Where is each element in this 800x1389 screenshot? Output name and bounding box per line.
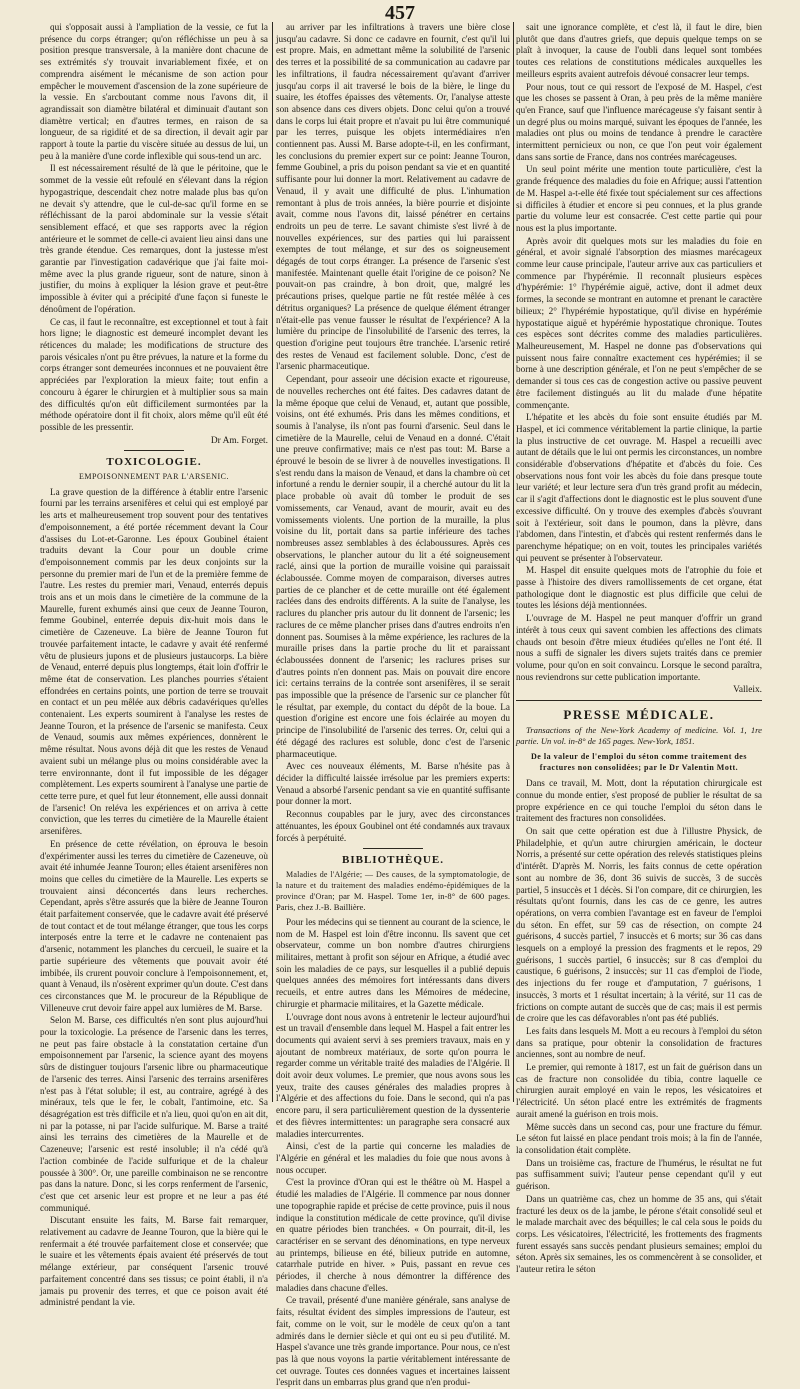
paragraph: Selon M. Barse, ces difficultés n'en sont plus aujourd'hui pour la toxicologie. La présence de l'arsenic dans les terres, ne peut pas faire obstacle à la constatation certaine d'un empoisonnement par l'arsenic, la science ayant des moyens sûrs de distinguer toujours l'arsenic libre ou pharmaceutique de l'arsenic des terres. Ainsi l'arsenic des terrains arsenifères n'est pas à l'état soluble; il est, au contraire, agrégé à des minéraux, tels que le fer, le cobalt, l'antimoine, etc. Sa désagrégation est très difficile et n'a lieu, quoi qu'on en ait dit, ni par la potasse, ni par l'acide sulfurique. M. Barse a traité ainsi les terrains des cimetières de la Maurelle et de Cazeneuve; l'arsenic est resté insoluble; il n'a cédé qu'à l'action combinée de l'acide sulfurique et de la chaleur poussée à 300°. Or, une pareille combinaison ne se rencontre pas dans la nature. Donc, si les corps renferment de l'arsenic, c'est que cet arsenic leur est propre et ne leur a pas été communiqué. [40,1015,268,1213]
divider [124,450,184,451]
section-title-toxicologie: TOXICOLOGIE. [106,456,202,469]
paragraph: Ce travail, présenté d'une manière générale, sans analyse de faits, résultat évident des simples impressions de l'auteur, est fait, comme on le voit, sur le modèle de ceux qu'on a tant admirés dans le dernier siècle et qui ont eu si peu d'utilité. M. Haspel s'avance une très grande importance. Pour nous, ce n'est pas là que nous voyons la partie véritablement intéressante de cet ouvrage. Toutes ces données vagues et incertaines laissent l'esprit dans un embarras plus grand que n'en produi- [276,1295,510,1388]
paragraph: Dans un quatrième cas, chez un homme de 35 ans, qui s'était fracturé les deux os de la jambe, le pérone s'était consolidé seul et le malade marchait avec des béquilles; le cal cela sous le poids du corps. Les vésicatoires, l'électricité, les frottements des fragments furent essayés sans succès pendant plusieurs semaines; emploi du séton. Après six semaines, les os commencèrent à se consolider, et l'auteur retira le séton [516,1193,762,1275]
paragraph: Le premier, qui remonte à 1817, est un fait de guérison dans un cas de fracture non consolidée du tibia, contre laquelle ce chirurgien aurait employé en vain le repos, les vésicatoires et l'électricité. Un séton placé entre les extrémités de fragments aurait amené la guérison en trois mois. [516,1062,762,1119]
paragraph: L'hépatite et les abcès du foie sont ensuite étudiés par M. Haspel, et ici commence véritablement la partie clinique, la partie la plus instructive de cet ouvrage. M. Haspel a recueilli avec autant de détails que le lui ont permis les circonstances, un nombre considérable d'observations d'hépatite et d'abcès du foie. Ces observations nous font voir les abcès du foie dans presque toute leur variété; et leur lecture sera d'un très grand profit au médecin, car il s'agit d'affections dont le diagnostic est le plus souvent d'une excessive difficulté. On y trouve des exemples d'abcès s'ouvrant soit à l'extérieur, soit dans le poumon, dans la plèvre, dans l'abdomen, dans l'intestin, et d'abcès qui restent renfermés dans le parenchyme hépatique; on en voit, toutes les principales variétés qui peuvent se présenter à l'observateur. [516,412,762,563]
divider [363,848,423,849]
paragraph: Cependant, pour asseoir une décision exacte et rigoureuse, de nouvelles recherches ont été faites. Des cadavres datant de la même époque que celui de Venaud, et, autant que possible, voisins, ont été exhumés. Pris dans les mêmes conditions, et soumis à l'analyse, ils n'ont pas fourni d'arsenic. Seul dans le cimetière de la Maurelle, celui de Venaud en a donné. C'était une preuve confirmative; mais ce n'est pas tout: M. Barse a éprouvé le besoin de se livrer à de nouvelles investigations. Il s'est rendu dans la maison de Venaud, et dans la chambre où cet infortuné a rendu le dernier soupir, il a cherché autour du lit la place probable où avait dû tomber le produit de ses vomissements, car Venaud, avant de mourir, avait eu des vomissements violents. Une portion de la muraille, la plus voisine du lit, portait dans sa partie inférieure des taches nombreuses assez semblables à des éclaboussures. Après ces observations, le plancher autour du lit a été soigneusement raclé, ainsi que la portion de muraille voisine qui paraissait éclaboussée. Comme moyen de comparaison, diverses autres parties de ce plancher et de cette muraille ont été également raclées dans des endroits différents. A la suite de l'analyse, les raclures du plancher pris autour du lit donnent de l'arsenic; les raclures de ce même plancher prises dans d'autres endroits n'en donnent pas. Soumises à la même expérience, les raclures de la muraille prises dans la partie proche du lit et paraissant éclaboussées donnent de l'arsenic; les raclures prises sur d'autres points n'en donnent pas. Mais on pouvait dire encore ici: certains terrains de la contrée sont arsenifères, il se serait pas impossible que la présence de l'arsenic sur ce plancher fût le résultat, par exemple, du contact du dépôt de la boue. La question d'origine est encore une fois éclairée au moyen du principe de l'insolubilité de l'arsenic des terres. Or, celui qui a été dégagé des raclures est soluble, donc c'est de l'arsenic pharmaceutique. [276,374,510,759]
paragraph: Ce cas, il faut le reconnaître, est exceptionnel et tout à fait hors ligne; le diagnostic est demeuré incomplet devant les réticences du malade; les modifications de structure des parois vésicales n'ont pu être prévues, la nature et la forme du corps étranger sont demeurées inconnues et ne pouvaient être appréciées par l'exploration la mieux faite; tout enfin a concouru à égarer le chirurgien et à multiplier sous sa main des difficultés qu'on eût difficilement surmontées par la méthode opératoire dont il fit choix, alors même qu'il eût été possible de les pressentir. [40,316,268,432]
paragraph: M. Haspel dit ensuite quelques mots de l'atrophie du foie et passe à l'histoire des divers ramollissements de cet organe, état pathologique dont le diagnostic est plus difficile que celui de toutes les lésions déjà mentionnées. [516,565,762,611]
journal-reference: Transactions of the New-York Academy of medicine. Vol. 1, 1re partie. Un vol. in-8° de 165 pages. New-York, 1851. [516,724,762,746]
paragraph: Les faits dans lesquels M. Mott a eu recours à l'emploi du séton dans sa pratique, pour obtenir la consolidation de fractures anciennes, sont au nombre de neuf. [516,1025,762,1060]
paragraph: Pour nous, tout ce qui ressort de l'exposé de M. Haspel, c'est que les choses se passent à Oran, à peu près de la même manière qu'en France, sauf que l'influence marécageuse s'y faisant sentir à un degré plus ou moins marqué, suivant les époques de l'année, les maladies ont plus ou moins de tendance à prendre le caractère intermittent pernicieux ou non, ce que l'on peut voir également dans sans sortie de France, dans nos contrées marécageuses. [516,81,762,162]
author-signature: Dr Am. Forget. [210,435,268,446]
column-rule-2 [513,22,514,1102]
book-title: Maladies de l'Algérie; — Des causes, de la symptomatologie, de la nature et du traitement des maladies endémo-épidémiques de la province d'Oran; [276,869,510,901]
divider [516,700,762,701]
paragraph: L'ouvrage dont nous avons à entretenir le lecteur aujourd'hui est un travail d'ensemble dans lequel M. Haspel a fait entrer les documents qui avaient servi à ses premiers travaux, mais en y ajoutant de nombreux matériaux, de sorte qu'on pourra le regarder comme un véritable traité des maladies de l'Algérie. Il doit avoir deux volumes. Le premier, que nous avons sous les yeux, traite des causes générales des maladies propres à l'Algérie et des affections du foie. Dans le second, qui n'a pas encore paru, il sera particulièrement question de la dyssenterie et des fièvres intermittentes: un paragraphe sera consacré aux maladies intercurrentes. [276,1011,510,1139]
book-reference [276,869,510,913]
paragraph: au arriver par les infiltrations à travers une bière close jusqu'au cadavre. Si donc ce cadavre en fournit, c'est qu'il lui est propre. Mais, en admettant même la solubilité de l'arsenic des terres et la possibilité de sa communication au cadavre par les infiltrations, il faudra nécessairement qu'avant d'arriver jusqu'au corps il ait traversé le bois de la bière, le linge du suaire, les étoffes épaisses des vêtements. Or, l'analyse atteste son absence dans ces divers objets. Donc celui qu'on a trouvé dans le corps lui était propre et n'avait pu lui être communiqué par les terres, puisque les objets intermédiaires n'en contiennent pas. Aussi M. Barse adopte-t-il, en les confirmant, les conclusions du premier expert sur ce point: Jeanne Touron, femme Goubinel, a pris du poison pendant sa vie et en quantité suffisante pour lui donner la mort. Relativement au cadavre de Venaud, il y avait une difficulté de plus. L'inhumation remontant à plus de trois années, la bière pourrie et disjointe avait, comme nous l'avons dit, laissé pénétrer en certains endroits un peu de terre. Le savant chimiste s'est livré à de nouvelles expériences, sur des parties qui lui paraissent exemptes de tout mélange, et sur des os soigneusement dégagés de tout corps étranger. La présence de l'arsenic s'est manifestée. Maintenant quelle était l'origine de ce poison? Ne pouvait-on pas craindre, à bon droit, que, malgré les précautions prises, quelque partie ne fût restée mêlée à ces détritus organiques? La présence de quelque élément étranger n'était-elle pas venue fausser le résultat de l'expérience? A la lumière du principe de l'insolubilité de l'arsenic des terres, la question d'origine peut toujours être tranchée. L'arsenic retiré des restes de Venaud est facilement soluble. Donc, c'est de l'arsenic pharmaceutique. [276,22,510,372]
section-title-presse-medicale: PRESSE MÉDICALE. [563,707,715,723]
paragraph: Discutant ensuite les faits, M. Barse fait remarquer, relativement au cadavre de Jeanne Touron, que la bière qui le renfermait a été trouvée parfaitement close et conservée; que le suaire et les vêtements épais avaient été préservés de tout mélange extérieur, par conséquent l'arsenic trouvé parfaitement concentré dans ses tissus; ce point établi, il n'a jamais pu provenir des terres, et que ce poison avait été administré pendant la vie. [40,1215,268,1308]
paragraph: Ainsi, c'est de la partie qui concerne les maladies de l'Algérie en général et les maladies du foie que nous avons à nous occuper. [276,1141,510,1175]
paragraph: sait une ignorance complète, et c'est là, il faut le dire, bien plutôt que dans d'autres griefs, que depuis quelque temps on se plaît à invoquer, la cause de l'oubli dans lequel sont tombées toutes ces relations de constitutions médicales auxquelles les meilleurs esprits avaient autrefois dévoué consacrer leur temps. [516,22,762,79]
paragraph: Il est nécessairement résulté de là que le péritoine, que le sommet de la vessie eût refoulé en s'élevant dans la région hypogastrique, descendait chez notre malade plus bas qu'on ne devait s'y attendre, que le cul-de-sac qu'il forme en se réfléchissant de la paroi abdominale sur la vessie s'était sensiblement effacé, et que ses rapports avec la région antérieure et le sommet de celle-ci avaient lieu ainsi dans une très grande étendue. Ces remarques, dont la justesse m'est garantie par l'investigation cadavérique que j'ai faite moi-même avec la plus grande rigueur, sont de nature, sinon à justifier, du moins à expliquer la lésion grave et peut-être impossible à éviter qui a précipité d'une façon si funeste le dénoûment de l'opération. [40,163,268,314]
column-rule-1 [272,22,273,1102]
paragraph: qui s'opposait aussi à l'ampliation de la vessie, ce fut la présence du corps étranger; qu'on réfléchisse un peu à sa position presque transversale, à la manière dont chacune de ses extrémités s'y trouvait invariablement fixée, et on comprendra aisément le mécanisme de son action pour empêcher le mouvement d'ascension de la zone supérieure de la vessie. En s'arcboutant comme nous l'avons dit, il agrandissait son diamètre bilatéral et diminuait d'autant son diamètre vertical; en d'autres termes, en raison de sa longueur, de sa rigidité et de sa direction, il devait agir par rapport à toute la partie du viscère située au dessus de lui, un peu à la manière d'une corde inflexible qui sous-tend un arc. [40,22,268,161]
paragraph: Pour les médecins qui se tiennent au courant de la science, le nom de M. Haspel est loin d'être inconnu. Ils savent que cet observateur, comme un bon nombre d'autres chirurgiens militaires, mettant à profit son séjour en Afrique, a étudié avec soin les maladies de ce pays, sur lesquelles il a publié depuis quelques années des mémoires fort intéressants dans divers recueils, et entre autres dans les Mémoires de médecine, chirurgie et pharmacie militaires, et la Gazette médicale. [276,916,510,1009]
section-title-bibliotheque: BIBLIOTHÈQUE. [342,854,444,867]
paragraph: Après avoir dit quelques mots sur les maladies du foie en général, et avoir signalé l'absorption des miasmes marécageux comme leur cause principale, l'auteur arrive aux cas particuliers et commence par l'hypérémie. Il reconnaît plusieurs espèces d'hypérémie: 1° l'hypérémie aiguë, active, dont il admet deux formes, la seconde se montrant en automne et prenant le caractère bilieux; 2° l'hypérémie hypostatique, qu'il divise en hypérémie hypostatique aiguë et hypérémie hypostatique chronique. Toutes ces espèces sont décrites comme des maladies particulières. Malheureusement, M. Haspel ne donne pas d'observations qui puissent nous faire connaître exactement ces hypérémies; il se borne à une description générale, et l'on ne peut s'empêcher de se demander si tous ces cas de congestion active ou passive peuvent être facilement distingués au lit du malade d'une hépatite commençante. [516,235,762,410]
paragraph: Avec ces nouveaux éléments, M. Barse n'hésite pas à décider la difficulté laissée irrésolue par les premiers experts: Venaud a absorbé l'arsenic pendant sa vie en quantité suffisante pour donner la mort. [276,761,510,807]
paragraph: Un seul point mérite une mention toute particulière, c'est la grande fréquence des maladies du foie en Afrique; aussi l'attention de M. Haspel a-t-elle été fixée tout spécialement sur ces affections si difficiles à étudier et encore si peu connues, et la plus grande partie du volume leur est consacrée. C'est cette partie qui pour nous est la plus importante. [516,164,762,233]
author-signature: Valleix. [733,685,762,696]
column-right [516,22,762,1275]
paragraph: Dans un troisième cas, fracture de l'humérus, le résultat ne fut pas suffisamment suivi; l'auteur pense cependant qu'il y eut guérison. [516,1157,762,1192]
book-details: par M. Haspel. Tome 1er, in-8° de 600 pages. Paris, chez J.-B. Baillière. [276,890,510,912]
paragraph: Même succès dans un second cas, pour une fracture du fémur. Le séton fut laissé en place pendant trois mois; à la fin de l'année, la consolidation était complète. [516,1121,762,1155]
section-subtitle: EMPOISONNEMENT PAR L'ARSENIC. [79,472,229,482]
column-middle [276,22,510,1388]
paragraph: Dans ce travail, M. Mott, dont la réputation chirurgicale est connue du monde entier, s'est proposé de publier le résultat de sa propre expérience en ce qui touche l'emploi du séton dans le traitement des fractures non consolidées. [516,778,762,824]
paragraph: L'ouvrage de M. Haspel ne peut manquer d'offrir un grand intérêt à tous ceux qui savent combien les affections des climats chauds ont besoin d'être mieux étudiées qu'elles ne l'ont été. Il nous a suffi de signaler les divers sujets traités dans ce premier volume, pour qu'on en soit convaincu. Lorsque le second paraîtra, nous reviendrons sur cette publication importante. [516,613,762,682]
paragraph: C'est la province d'Oran qui est le théâtre où M. Haspel a étudié les maladies de l'Algérie. Il commence par nous donner une topographie rapide et précise de cette province, puis il nous indique la constitution médicale de cette province, qu'il divise en quatre périodes bien tranchées. « On pourrait, dit-il, les caractériser en se servant des dénominations, en type nerveux au printemps, bilieuse en été, bilieux putride en automne, catarrhale putride en hiver. » Puis, passant en revue ces périodes, il cherche à nous démontrer la différence des maladies dans chacune d'elles. [276,1177,510,1293]
page-number: 457 [385,2,415,24]
paragraph: On sait que cette opération est due à l'illustre Physick, de Philadelphie, et qu'un autre chirurgien américain, le docteur Norris, a présenté sur cette opération des relevés statistiques pleins d'intérêt. D'après M. Norris, les faits connus de cette opération sont au nombre de 36, dont 36 suivis de succès, 3 de succès partiel, 5 insuccès et 1 décès. Si l'on compare, dit ce chirurgien, les résultats qu'ont fournis, dans les cas de ce genre, les autres opérations, on verra combien l'avantage est en faveur de l'emploi du séton. En effet, sur 59 cas de résection, on compte 24 guérisons, 4 succès partiel, 7 insuccès et 6 morts; sur 36 cas dans lesquels on a employé la pression des fragments et le repos, 29 guérisons, 1 succès partiel, 6 insuccès; sur 8 cas d'emploi du caustique, 6 guérisons, 2 insuccès; sur 11 cas d'emploi de l'iode, des injections du fer rouge et d'amputation, 7 guérisons, 1 insuccès, 3 morts et 1 résultat incertain; à la vérité, sur 11 cas de frictions on compte autant de succès que de cas; mais il est permis de croire que les cas défavorables n'ont pas été publiés. [516,826,762,1024]
article-title: De la valeur de l'emploi du séton comme traitement des fractures non consolidées; par le Dr Valentin Mott. [531,751,747,773]
paragraph: La grave question de la différence à établir entre l'arsenic fourni par les terrains arsenifères et celui qui est employé par les arts et malheureusement trop souvent pour des tentatives d'empoisonnement, a été portée récemment devant la Cour d'assises du Lot-et-Garonne. Les époux Goubinel étaient traduits devant la Cour pour un double crime d'empoisonnement commis par les deux conjoints sur la personne du premier mari de l'un et de la première femme de l'autre. Les restes du premier mari, Venaud, enterrés depuis trois ans et un mois dans le cimetière de la commune de la Maurelle, furent exhumés ainsi que ceux de Jeanne Touron, femme Goubinel, enterrée depuis dix-huit mois dans le cimetière de Cazeneuve. La bière de Jeanne Touron fut trouvée parfaitement intacte, le cadavre y avait été renfermé vêtu de plusieurs jupons et de plusieurs justaucorps. La bière de Venaud, enterré depuis plus longtemps, était loin d'offrir le même état de conservation. Les planches pourries s'étaient effondrées en certains points, une portion de terre se trouvait en contact et un peu mêlée aux débris cadavériques qu'elles contenaient. Les experts soumirent à l'analyse les restes de Jeanne Touron, et la présence de l'arsenic se manifesta. Ceux de Venaud, soumis aux mêmes expériences, donnèrent le même résultat. Nous avons déjà dit que les restes de Venaud avaient subi un mélange plus ou moins considérable avec la terre environnante, dont il fut impossible de les dégager complètement. Les experts soumirent à l'analyse une partie de cette terre pure, et quel fut leur étonnement, elle aussi donnait de l'arsenic! On reléva les expériences et on arriva à cette conviction, que les terres du cimetière de la Maurelle étaient arsenifères. [40,486,268,837]
paragraph: En présence de cette révélation, on éprouva le besoin d'expérimenter aussi les terres du cimetière de Cazeneuve, où avait été inhumée Jeanne Touron; elles étaient arsenifères non moins que celles du cimetière de la Maurelle. Les experts se trouvaient ainsi déconcertés dans leurs recherches. Cependant, après s'être assurés que la bière de Jeanne Touron était parfaitement conservée, que le cadavre avait été préservé de tout contact et de tout mélange étranger, que tous les corps interposés entre la terre et le cadavre ne contenaient pas d'arsenic, notamment les planches du cercueil, le suaire et la partie supérieure des vêtements que pouvait avoir été imbibée, ils crurent pouvoir conclure à l'empoisonnement, et, quant à Venaud, ils n'osèrent exprimer qu'un doute. C'est dans ces circonstances que M. le procureur de la République de Villeneuve crut devoir faire appel aux lumières de M. Barse. [40,838,268,1013]
column-left [40,22,268,1308]
paragraph: Reconnus coupables par le jury, avec des circonstances atténuantes, les époux Goubinel ont été condamnés aux travaux forcés à perpétuité. [276,809,510,843]
